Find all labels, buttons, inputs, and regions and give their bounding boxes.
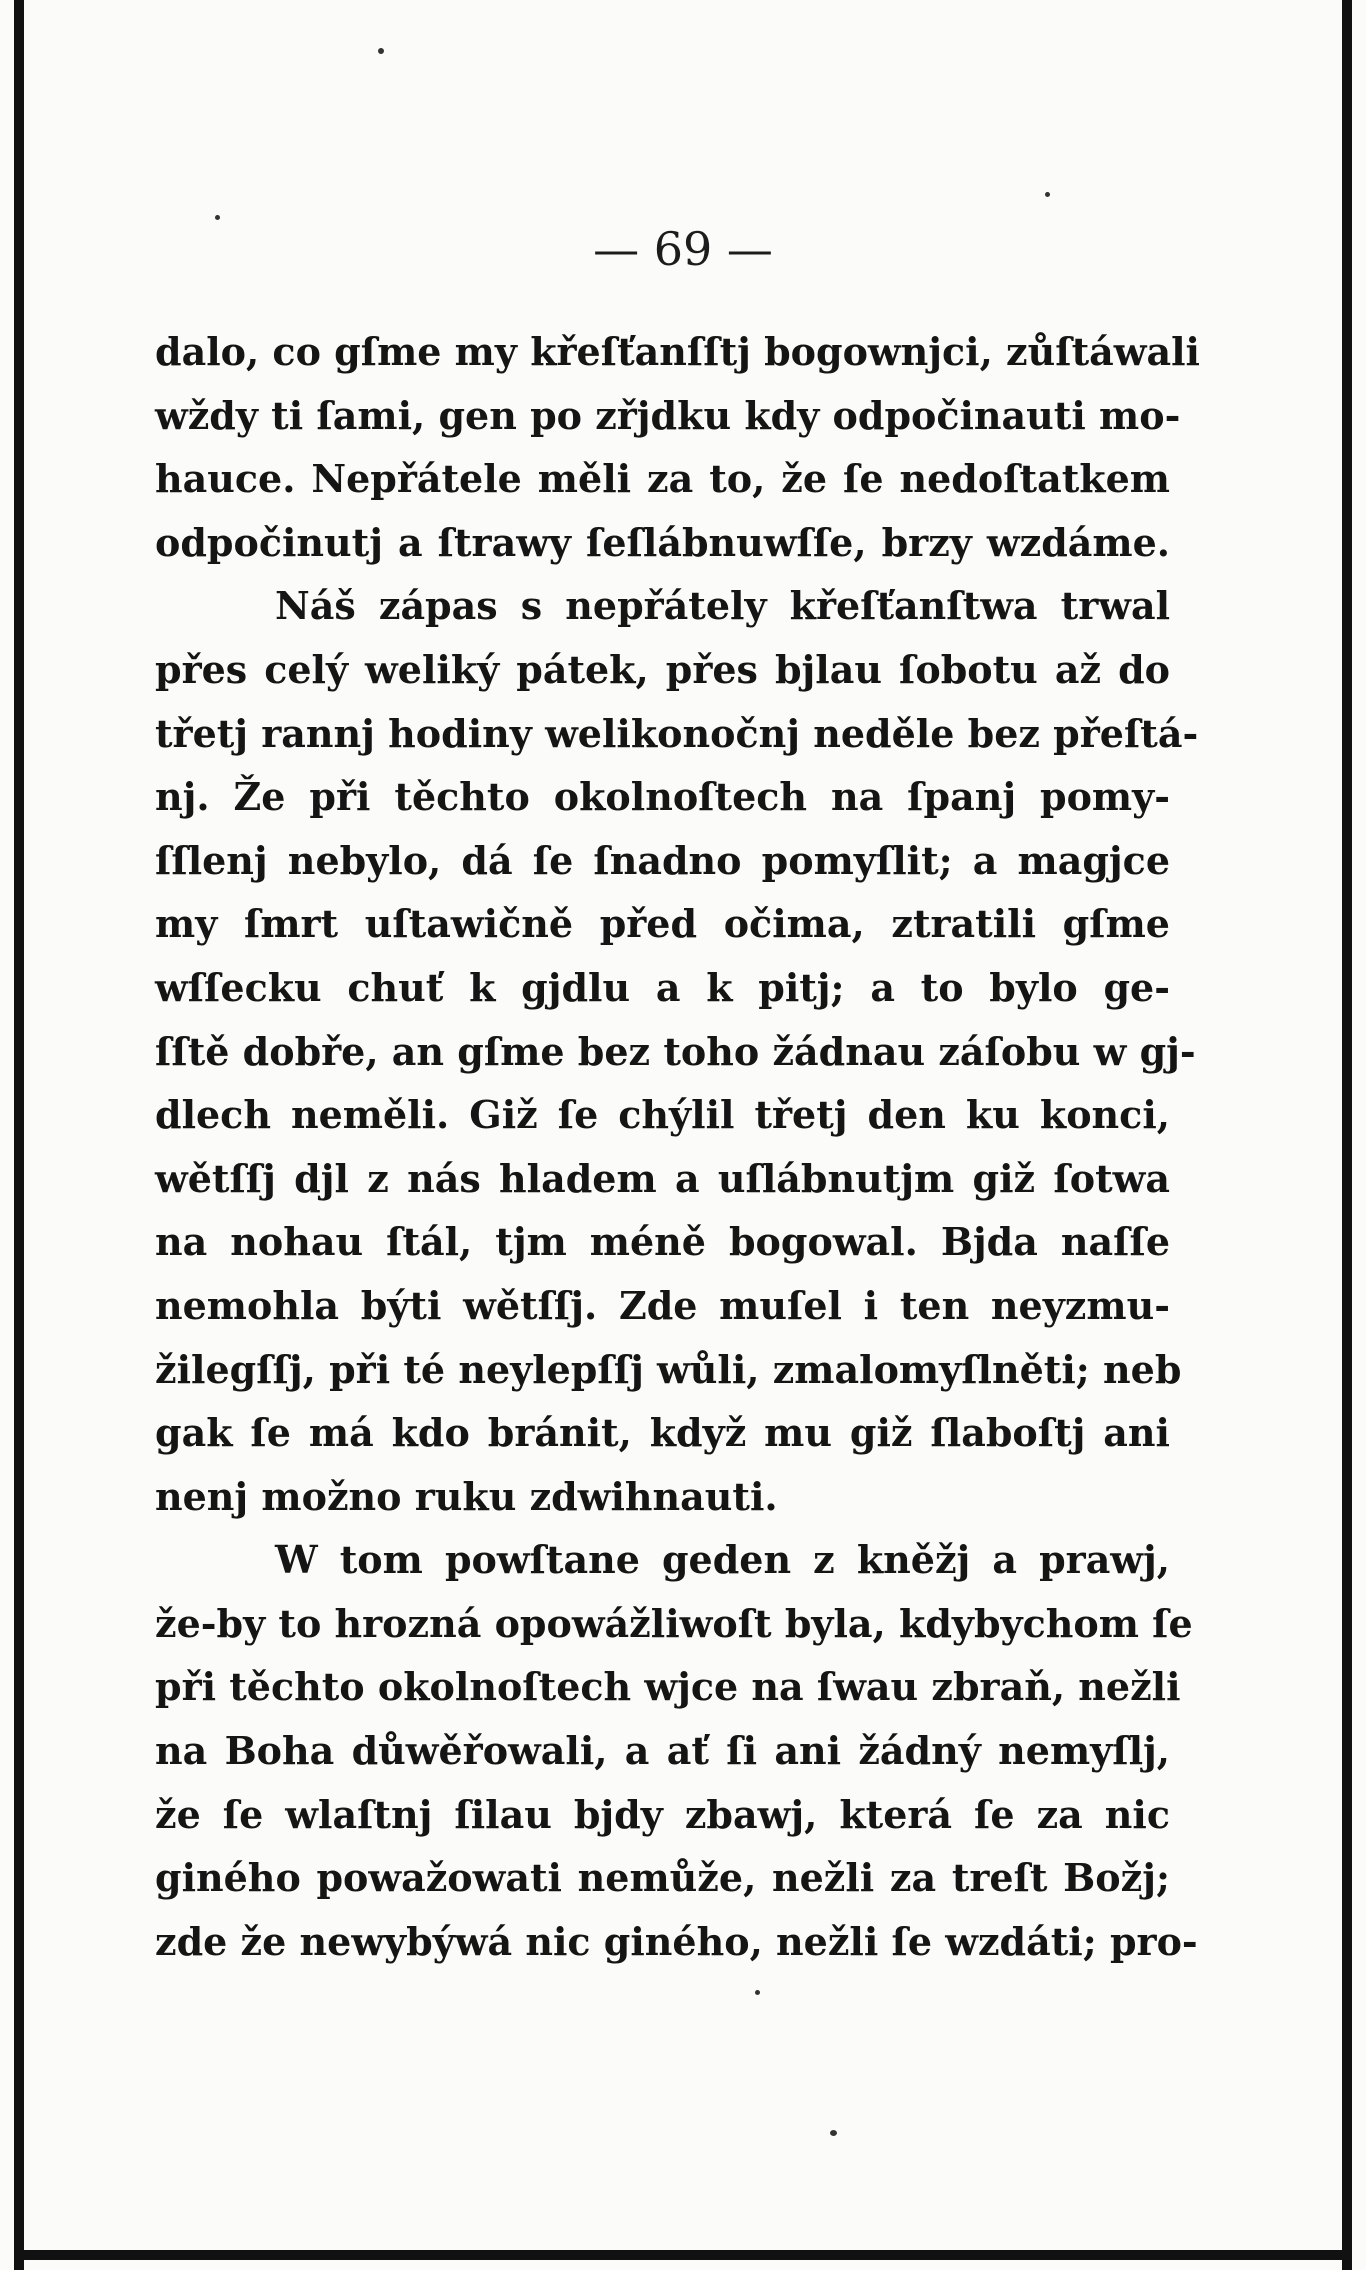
paragraph-3 [155, 1528, 1198, 1973]
text-line: wſſecku chuť k gjdlu a k pitj; a to bylo ge- [155, 964, 1170, 1010]
text-line: nj. Že při těchto okolnoſtech na ſpanj pomy- [155, 774, 1170, 820]
text-line: my ſmrt uſtawičně před očima, ztratili gſme [155, 901, 1170, 947]
text-line: giného powažowati nemůže, nežli za treſt Božj; [155, 1855, 1170, 1901]
text-line: nemohla býti wětſſj. Zde muſel i ten neyzmu- [155, 1282, 1170, 1328]
text-line: že-by to hrozná opowážliwoſt byla, kdybychom ſe [155, 1600, 1193, 1646]
text-line: na nohau ſtál, tjm méně bogowal. Bjda naſſe [155, 1219, 1170, 1265]
text-line: žilegſſj, při té neylepſſj wůli, zmalomyſlněti; neb [155, 1346, 1182, 1392]
scan-speck [378, 48, 384, 54]
text-line: wždy ti ſami, gen po zřjdku kdy odpočinauti mo- [155, 392, 1181, 438]
text-line: že ſe wlaſtnj ſilau bjdy zbawj, která ſe za nic [155, 1791, 1170, 1837]
body-text [155, 320, 1200, 1973]
text-line: wětſſj djl z nás hladem a uſlábnutjm giž ſotwa [155, 1155, 1170, 1201]
text-line: nenj možno ruku zdwihnauti. [155, 1473, 778, 1519]
text-line: ſſlenj nebylo, dá ſe ſnadno pomyſlit; a magjce [155, 837, 1170, 883]
page-number: — 69 — [593, 222, 773, 276]
text-line: Náš zápas s nepřátely křeſťanſtwa trwal [275, 583, 1170, 629]
text-line: ſſtě dobře, an gſme bez toho žádnau záſobu w gj- [155, 1028, 1196, 1074]
paragraph-2 [155, 574, 1199, 1528]
scan-speck [215, 215, 220, 220]
text-line: dalo, co gſme my křeſťanſſtj bogownjci, zůſtáwali [155, 329, 1200, 374]
scan-speck [755, 1990, 760, 1995]
scan-speck [830, 2130, 837, 2136]
scan-border-left [14, 0, 24, 2270]
text-line: hauce. Nepřátele měli za to, že ſe nedoſtatkem [155, 456, 1170, 502]
text-line: třetj rannj hodiny welikonočnj neděle bez přeſtá- [155, 710, 1199, 756]
scan-border-bottom [14, 2250, 1352, 2260]
scan-speck [1045, 192, 1050, 197]
text-line: odpočinutj a ſtrawy ſeſlábnuwſſe, brzy wzdáme. [155, 519, 1170, 565]
text-line: při těchto okolnoſtech wjce na ſwau zbraň, nežli [155, 1664, 1181, 1710]
text-line: dlech neměli. Giž ſe chýlil třetj den ku konci, [155, 1092, 1170, 1138]
text-line: gak ſe má kdo bránit, když mu giž ſlaboſtj ani [155, 1410, 1170, 1456]
text-line: přes celý weliký pátek, přes bjlau ſobotu až do [155, 646, 1170, 692]
text-line: zde že newybýwá nic giného, nežli ſe wzdáti; pro- [155, 1918, 1198, 1964]
paragraph-1 [155, 320, 1200, 574]
text-line: na Boha důwěřowali, a ať ſi ani žádný nemyſlj, [155, 1728, 1170, 1774]
text-line: W tom powſtane geden z kněžj a prawj, [275, 1537, 1170, 1583]
scan-border-right [1342, 0, 1352, 2270]
